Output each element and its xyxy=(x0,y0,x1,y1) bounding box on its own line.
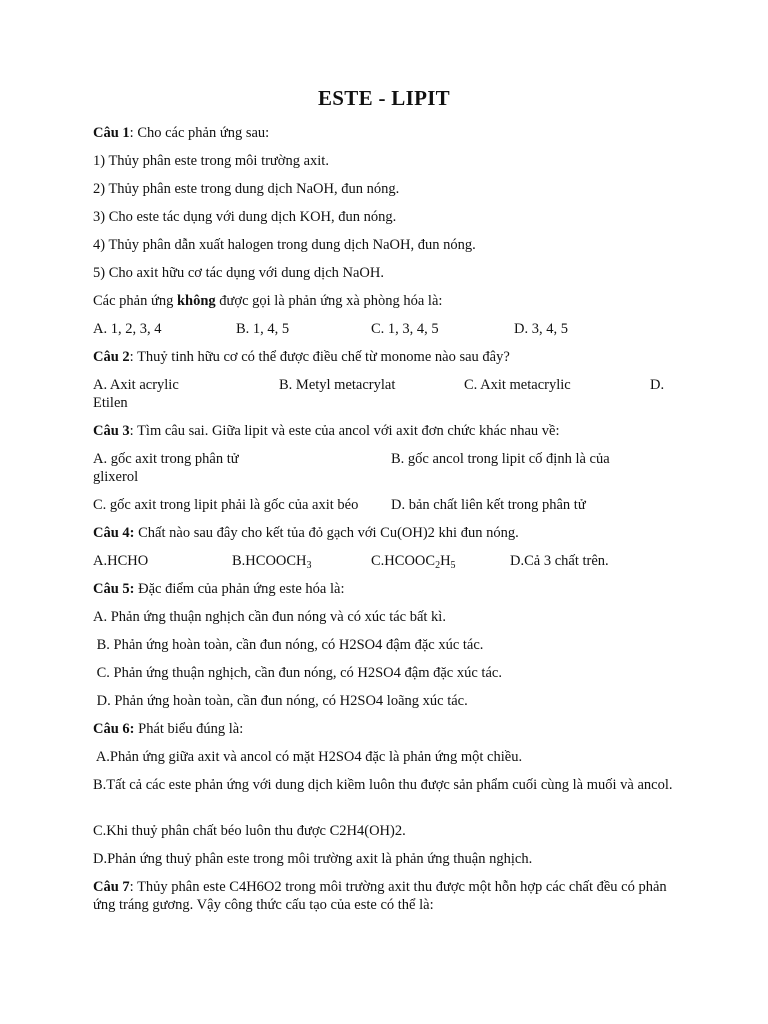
question-1-item: 2) Thủy phân este trong dung dịch NaOH, đun nóng. xyxy=(93,181,400,197)
question-2-option-d-text: Etilen xyxy=(93,395,128,411)
question-7-stem: Câu 7: Thủy phân este C4H6O2 trong môi trường axit thu được một hỗn hợp các chất đều có phản ứng tráng gương. Vậy công thức cấu tạo của este có thể là: xyxy=(93,879,667,913)
question-4-option-d: D.Cả 3 chất trên. xyxy=(510,553,609,569)
question-2-option-b: B. Metyl metacrylat xyxy=(279,377,396,393)
question-5-stem: Câu 5: Đặc điểm của phản ứng este hóa là: xyxy=(93,581,345,597)
question-2-stem: Câu 2: Thuỷ tinh hữu cơ có thể được điều chế từ monome nào sau đây? xyxy=(93,349,510,365)
question-4-option-a: A.HCHO xyxy=(93,553,149,569)
question-4-label: Câu 4: xyxy=(93,525,135,541)
question-1-item: 5) Cho axit hữu cơ tác dụng với dung dịch NaOH. xyxy=(93,265,384,281)
page-title: ESTE - LIPIT xyxy=(318,86,450,110)
question-2-label: Câu 2 xyxy=(93,349,130,365)
question-6-option-d: D.Phản ứng thuỷ phân este trong môi trường axit là phản ứng thuận nghịch. xyxy=(93,851,533,867)
question-1-label: Câu 1 xyxy=(93,125,130,141)
question-1-option-d: D. 3, 4, 5 xyxy=(514,321,568,337)
question-5-option-c: C. Phản ứng thuận nghịch, cần đun nóng, có H2SO4 đậm đặc xúc tác. xyxy=(93,665,502,681)
question-1-item: 4) Thủy phân dẫn xuất halogen trong dung dịch NaOH, đun nóng. xyxy=(93,237,476,253)
question-2-option-c: C. Axit metacrylic xyxy=(464,377,571,393)
question-3-option-a: A. gốc axit trong phân tử xyxy=(93,451,239,467)
question-3-option-d: D. bản chất liên kết trong phân tử xyxy=(391,497,586,513)
question-5-option-d: D. Phản ứng hoàn toàn, cần đun nóng, có H2SO4 loãng xúc tác. xyxy=(93,693,468,709)
question-7-label: Câu 7 xyxy=(93,879,130,895)
question-4-option-b: $B.HCOOCH_3$ xyxy=(232,553,312,571)
question-6-stem: Câu 6: Phát biểu đúng là: xyxy=(93,721,244,737)
question-1-option-c: C. 1, 3, 4, 5 xyxy=(371,321,439,337)
question-4-stem: Câu 4: Chất nào sau đây cho kết tủa đỏ gạch với Cu(OH)2 khi đun nóng. xyxy=(93,525,519,541)
question-3-option-b-wrap: glixerol xyxy=(93,469,139,485)
question-3-label: Câu 3 xyxy=(93,423,130,439)
question-1-item: 3) Cho este tác dụng với dung dịch KOH, đun nóng. xyxy=(93,209,397,225)
question-5-label: Câu 5: xyxy=(93,581,135,597)
question-4-option-c: $C.HCOOC_2H_5$ xyxy=(371,553,456,571)
question-5-option-b: B. Phản ứng hoàn toàn, cần đun nóng, có H2SO4 đậm đặc xúc tác. xyxy=(93,637,484,653)
question-6-option-b: B.Tất cả các este phản ứng với dung dịch kiềm luôn thu được sản phẩm cuối cùng là muối và ancol. xyxy=(93,777,673,793)
question-1-option-a: A. 1, 2, 3, 4 xyxy=(93,321,162,337)
question-1-option-b: B. 1, 4, 5 xyxy=(236,321,290,337)
question-2-option-d: D. xyxy=(650,377,665,393)
question-1-item: 1) Thủy phân este trong môi trường axit. xyxy=(93,153,329,169)
question-3-option-c: C. gốc axit trong lipit phải là gốc của axit béo xyxy=(93,497,359,513)
question-6-option-c: C.Khi thuỷ phân chất béo luôn thu được C2H4(OH)2. xyxy=(93,823,406,839)
question-5-option-a: A. Phản ứng thuận nghịch cần đun nóng và có xúc tác bất kì. xyxy=(93,609,446,625)
question-2-option-a: A. Axit acrylic xyxy=(93,377,179,393)
question-1-stem: Câu 1: Cho các phản ứng sau: xyxy=(93,125,270,141)
question-3-option-b: B. gốc ancol trong lipit cố định là của xyxy=(391,451,610,467)
question-6-option-a: A.Phản ứng giữa axit và ancol có mặt H2SO4 đặc là phản ứng một chiều. xyxy=(93,749,523,765)
question-3-stem: Câu 3: Tìm câu sai. Giữa lipit và este của ancol với axit đơn chức khác nhau về: xyxy=(93,423,560,439)
question-1-ask: Các phản ứng không được gọi là phản ứng xà phòng hóa là: xyxy=(93,293,443,309)
question-6-label: Câu 6: xyxy=(93,721,135,737)
